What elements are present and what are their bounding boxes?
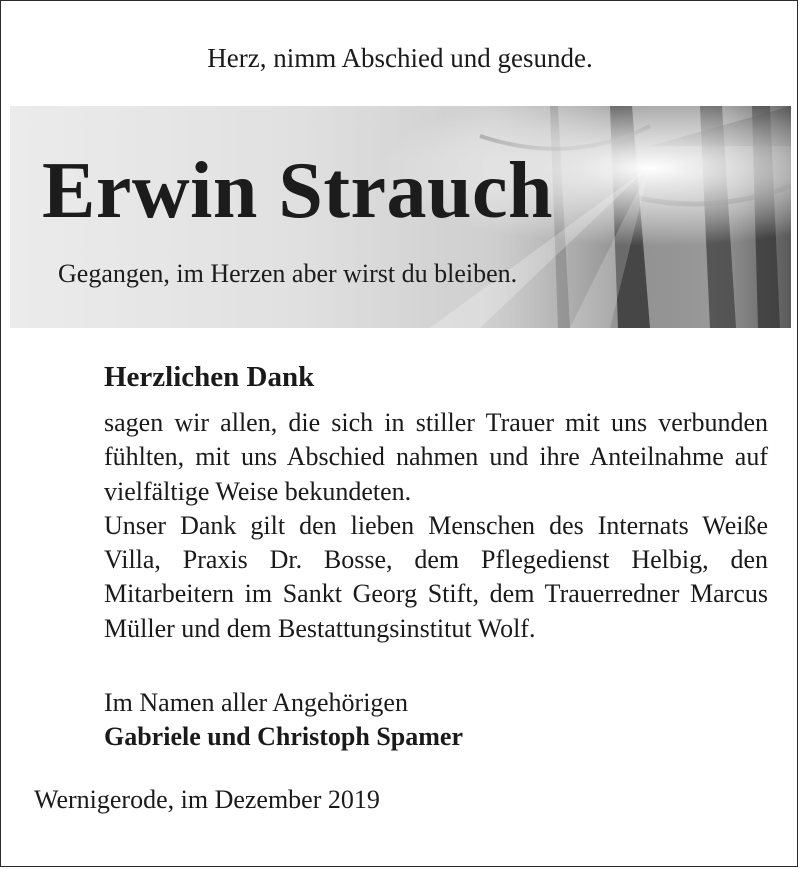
thanks-paragraph-2: Unser Dank gilt den lieben Menschen des Internats Weiße Villa, Praxis Dr. Bosse, dem Pflegedienst Helbig, den Mitarbeitern im Sankt Georg Stift, dem Trauerredner Marcus Müller und dem Bestattungsinstitut Wolf.: [104, 510, 768, 643]
signature-intro: Im Namen aller Angehörigen: [104, 688, 408, 718]
place-and-date: Wernigerode, im Dezember 2019: [34, 785, 380, 814]
motto-line: Herz, nimm Abschied und gesunde.: [207, 43, 593, 73]
signature-names: Gabriele und Christoph Spamer: [104, 722, 463, 752]
banner-subline: Gegangen, im Herzen aber wirst du bleiben.: [58, 259, 518, 288]
deceased-name: Erwin Strauch: [42, 147, 553, 235]
memorial-banner: [10, 106, 791, 328]
thanks-paragraph-1: sagen wir allen, die sich in stiller Trauer mit uns verbunden fühlten, mit uns Abschied nahmen und ihre Anteilnahme auf vielfältige Weise bekundeten.: [104, 408, 768, 506]
thanks-heading: Herzlichen Dank: [104, 361, 315, 393]
thanks-section: [104, 358, 768, 754]
